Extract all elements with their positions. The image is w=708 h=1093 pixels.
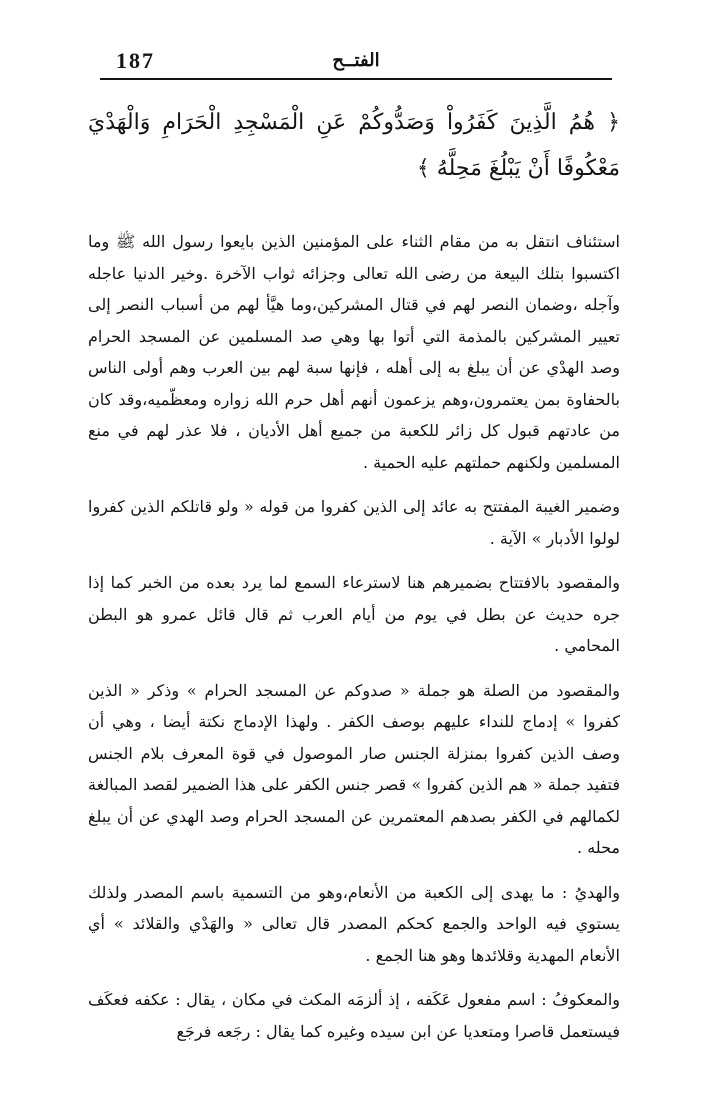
paragraph: والمعكوفُ : اسم مفعول عَكَفه ، إذ ألزمَه المكث في مكان ، يقال : عكفه فعكَف فيستعمل قاصرا ومتعديا عن ابن سيده وغيره كما يقال : رجَعه فرجَع — [88, 990, 620, 1041]
page-body — [88, 100, 620, 1060]
paragraph: والمقصود بالافتتاح بضميرهم هنا لاسترعاء السمع لما يرد بعده من الخبر كما إذا جره حديث عن بطل في يوم من أيام العرب ثم قال قائل عمرو هو البطن المحامي . — [88, 573, 620, 655]
paragraph: والمقصود من الصلة هو جملة « صدوكم عن المسجد الحرام » وذكر « الذين كفروا » إدماج للنداء عليهم بوصف الكفر . ولهذا الإدماج نكتة أيضا ، وهي أن وصف الذين كفروا بمنزلة الجنس صار الموصول في قوة المعرف بلام الجنس فتفيد جملة « هم الذين كفروا » قصر جنس الكفر على هذا الضمير لقصد المبالغة لكمالهم في الكفر بصدهم المعتمرين عن المسجد الحرام وصد الهدي عن أن يبلغ محله . — [88, 680, 620, 857]
paragraph: استئناف انتقل به من مقام الثناء على المؤمنين الذين بايعوا رسول الله ﷺ وما اكتسبوا بتلك البيعة من رضى الله تعالى وجزائه ثواب الآخرة .وخير الدنيا عاجله وآجله ،وضمان النصر لهم في قتال المشركين،وما هيَّأ لهم من أسباب النصر إلى تعيير المشركين بالمذمة التي أتوا بها وهي صد المسلمين عن المسجد الحرام وصد الهدْي عن أن يبلغ به إلى أهله ، فإنها سبة لهم بين العرب وهم أولى الناس بالحفاوة بمن يعتمرون،وهم يزعمون أنهم أهل حرم الله زواره ومعظّميه،وقد كان من عادتهم قبول كل زائر للكعبة من جميع أهل الأديان ، فلا عذر لهم في منع المسلمين ولكنهم حملتهم عليه الحمية . — [88, 232, 620, 472]
running-title: الفتــح — [332, 50, 380, 71]
quran-verse: ﴿ هُمُ الَّذِينَ كَفَرُواْ وَصَدُّوكُمْ عَنِ الْمَسْجِدِ الْحَرَامِ وَالْهَدْيَ مَعْكُوفًا أَنْ يَبْلُغَ مَحِلَّهُ ﴾ — [88, 110, 620, 181]
header-rule — [100, 78, 612, 80]
page-header — [100, 44, 612, 80]
page-number: 187 — [116, 48, 155, 73]
paragraph: وضمير الغيبة المفتتح به عائد إلى الذين كفروا من قوله « ولو قاتلكم الذين كفروا لولوا الأدبار » الآية . — [88, 497, 620, 548]
paragraph: والهديُ : ما يهدى إلى الكعبة من الأنعام،وهو من التسمية باسم المصدر ولذلك يستوي فيه الواحد والجمع كحكم المصدر قال تعالى « والهَدْي والقلائد » أي الأنعام المهدية وقلائدها وهو هنا الجمع . — [88, 882, 620, 965]
